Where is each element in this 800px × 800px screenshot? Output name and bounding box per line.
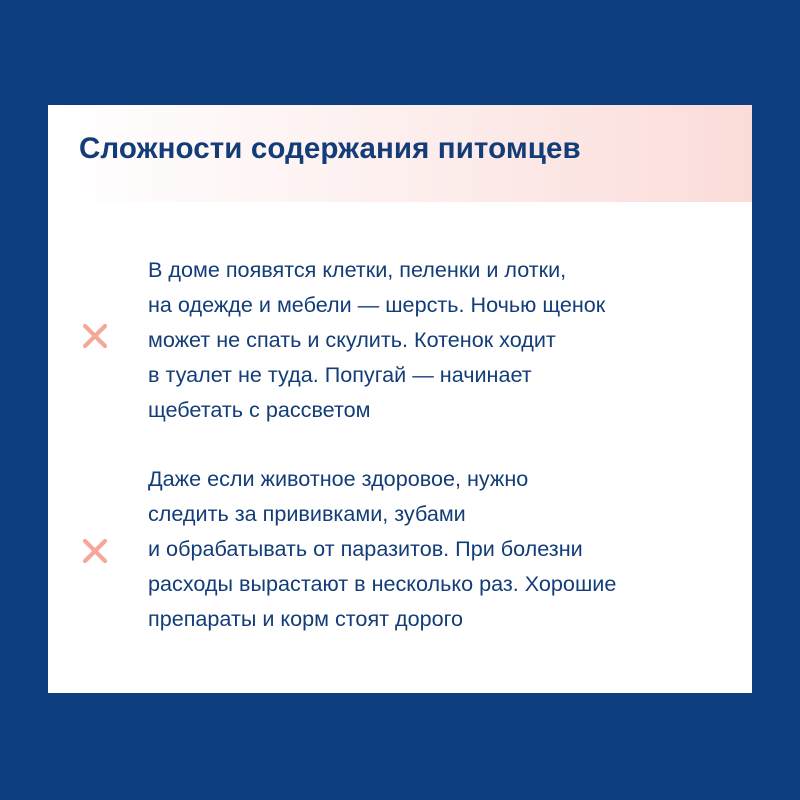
- cross-icon: [81, 537, 109, 565]
- item-text-line: на одежде и мебели — шерсть. Ночью щенок: [148, 292, 606, 317]
- item-text-line: В доме появятся клетки, пеленки и лотки,: [148, 257, 567, 282]
- item-text-line: расходы вырастают в несколько раз. Хорошие: [148, 571, 617, 596]
- item-text-line: может не спать и скулить. Котенок ходит: [148, 327, 556, 352]
- card-header: [48, 105, 752, 202]
- item-text-line: и обрабатывать от паразитов. При болезни: [148, 536, 583, 561]
- item-text-line: в туалет не туда. Попугай — начинает: [148, 362, 532, 387]
- item-text-line: препараты и корм стоят дорого: [148, 606, 464, 631]
- cross-icon: [81, 322, 109, 350]
- item-text-line: Даже если животное здоровое, нужно: [148, 466, 529, 491]
- item-text-line: следить за прививками, зубами: [148, 501, 466, 526]
- content-card: [48, 105, 752, 693]
- item-text: [148, 461, 748, 636]
- item-text: [148, 252, 748, 427]
- item-text-line: щебетать с рассветом: [148, 397, 371, 422]
- page-title: Сложности содержания питомцев: [79, 132, 581, 165]
